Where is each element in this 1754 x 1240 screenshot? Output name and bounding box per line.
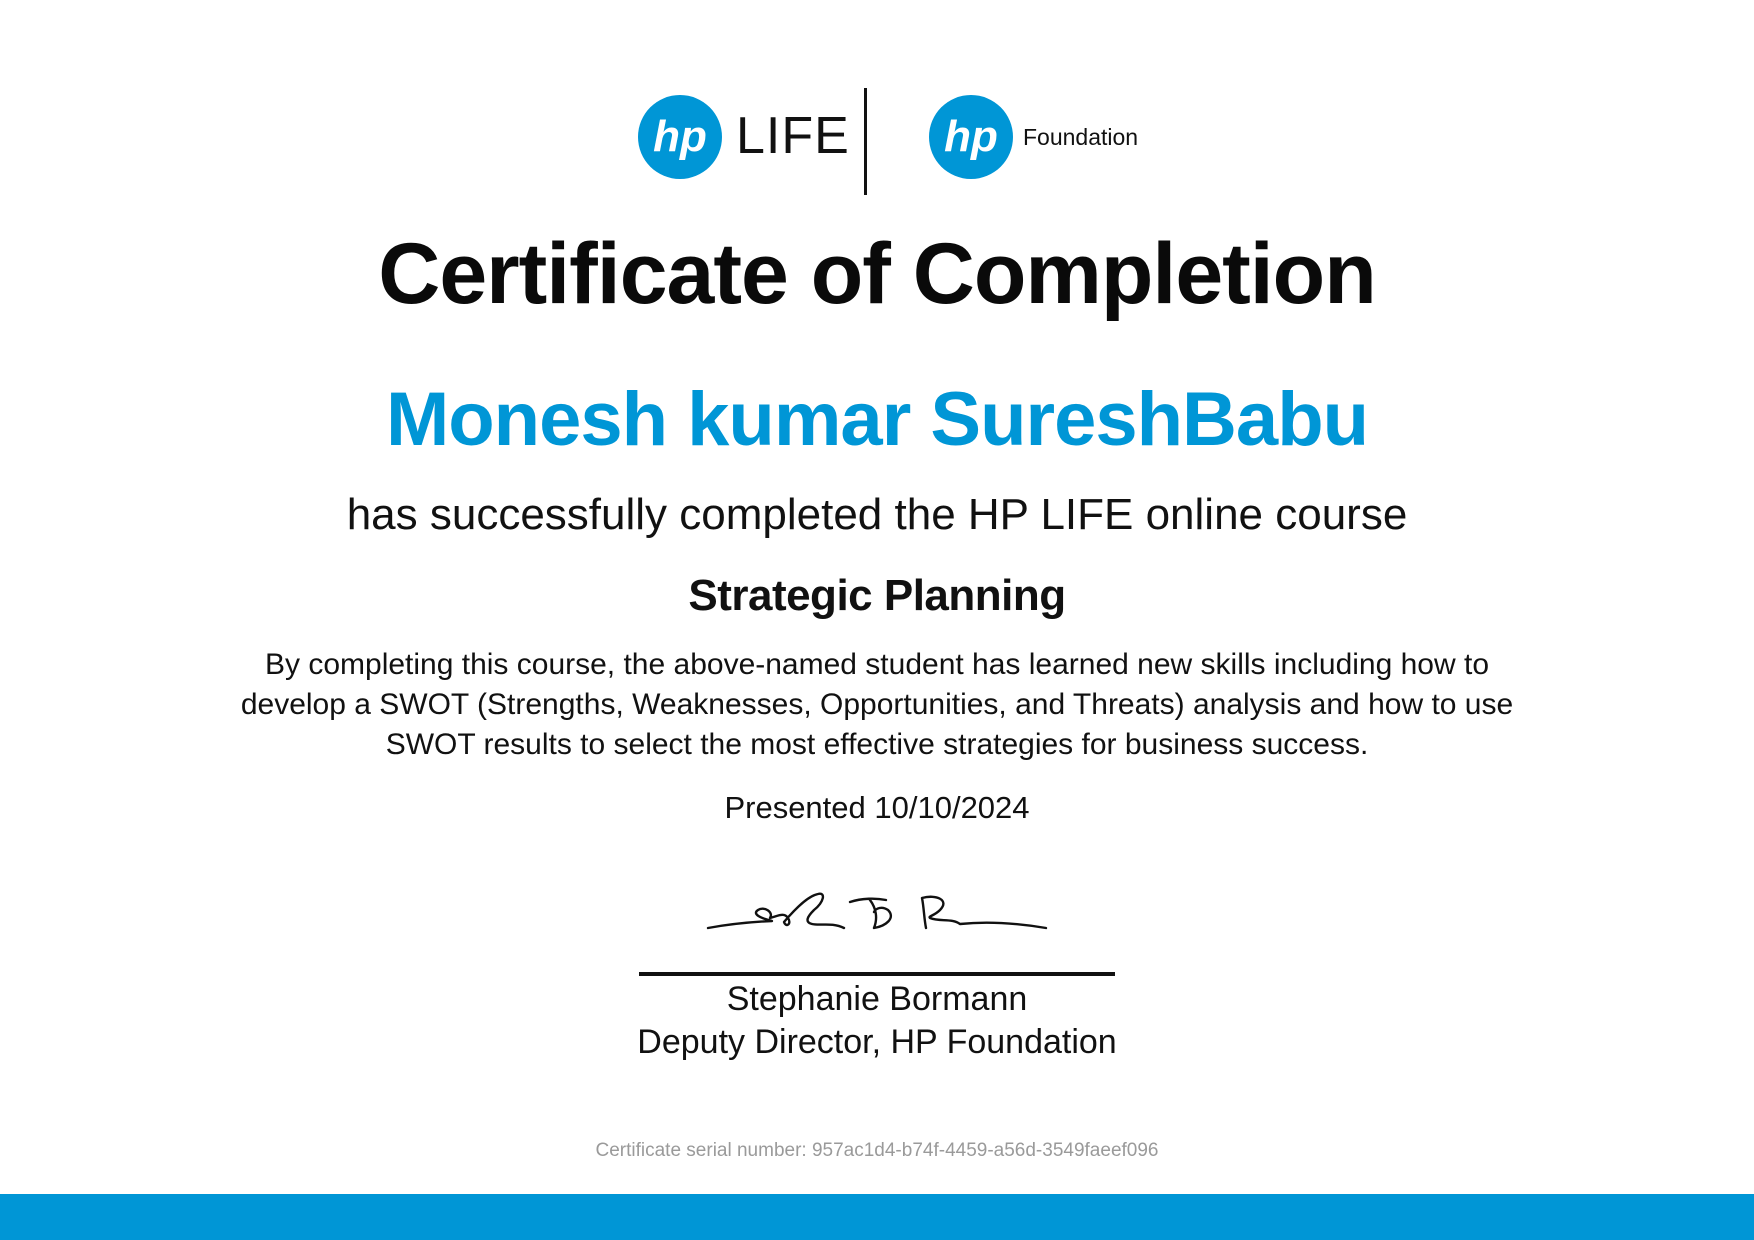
logo-header (0, 88, 1754, 198)
footer-brand-bar (0, 1194, 1754, 1240)
hp-badge-text: hp (653, 112, 707, 161)
certificate-serial-number: Certificate serial number: 957ac1d4-b74f-4459-a56d-3549faeef096 (595, 1140, 1159, 1161)
logo-divider (864, 88, 867, 195)
hp-logo-icon (638, 95, 722, 179)
hp-badge-text: hp (944, 112, 998, 161)
certificate-title: Certificate of Completion (378, 226, 1376, 322)
signature-image (700, 888, 1060, 938)
completion-statement: has successfully completed the HP LIFE online course (346, 490, 1408, 539)
hp-life-logo-text: LIFE (736, 107, 850, 165)
signer-title: Deputy Director, HP Foundation (637, 1023, 1117, 1061)
course-name: Strategic Planning (688, 571, 1066, 620)
signer-name: Stephanie Bormann (726, 980, 1028, 1018)
presented-date: Presented 10/10/2024 (724, 790, 1030, 825)
course-description: By completing this course, the above-named student has learned new skills including how to develop a SWOT (Strengths, Weaknesses, Opportunities, and Threats) analysis and how to use SWOT results to select the most effective strategies for business success. (240, 648, 1514, 761)
signature-line (639, 972, 1115, 976)
hp-logo-icon (929, 95, 1013, 179)
hp-foundation-logo-text: Foundation (1023, 124, 1139, 150)
recipient-name: Monesh kumar SureshBabu (385, 377, 1369, 462)
